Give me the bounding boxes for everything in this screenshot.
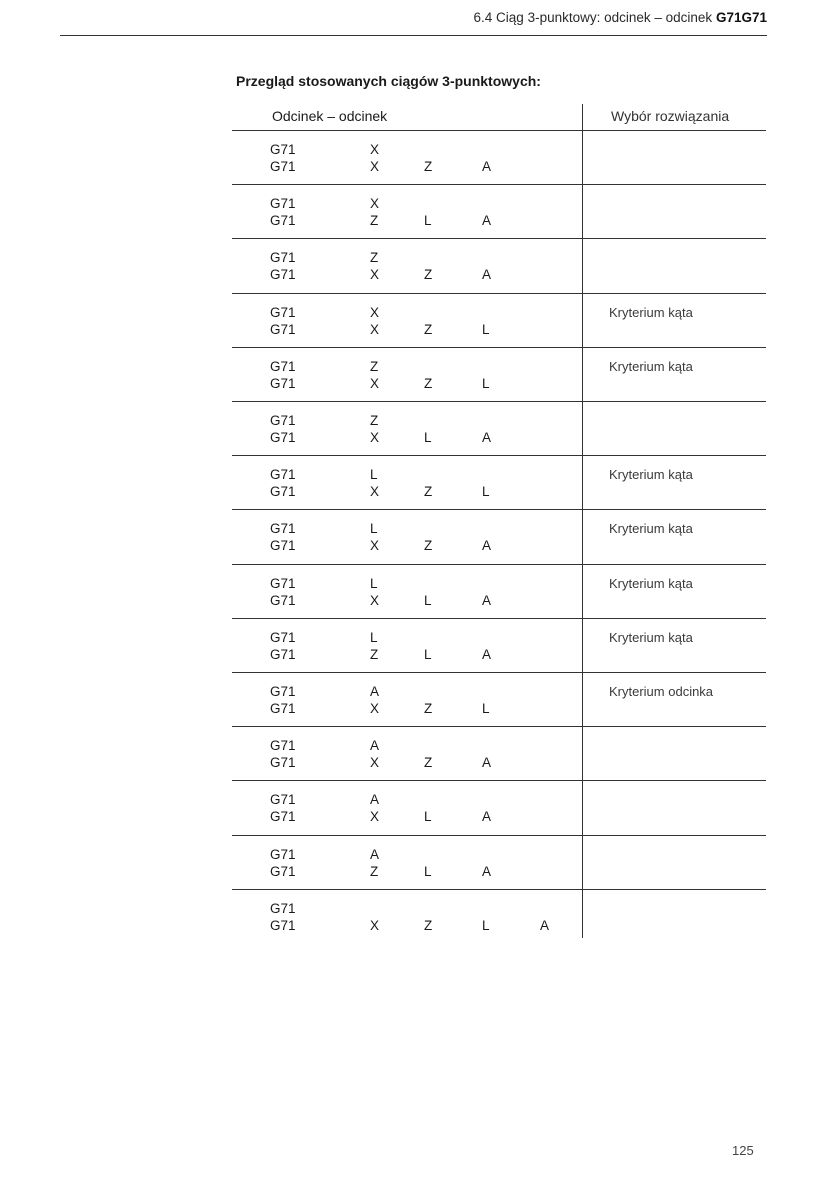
g-code-cell: G71 bbox=[270, 863, 296, 879]
table-rule bbox=[232, 672, 766, 673]
axis-cell: L bbox=[370, 629, 378, 645]
axis-cell: A bbox=[482, 863, 492, 879]
axis-cell: Z bbox=[370, 213, 379, 229]
axis-cell: L bbox=[424, 863, 432, 879]
axis-cell: X bbox=[370, 267, 380, 283]
axis-cell: L bbox=[482, 321, 490, 337]
axis-cell: L bbox=[424, 430, 432, 445]
axis-cell: X bbox=[370, 375, 380, 391]
table-rule bbox=[232, 293, 766, 294]
g-code-cell: G71 bbox=[270, 592, 296, 608]
axis-cell: X bbox=[370, 321, 380, 337]
axis-cell: X bbox=[370, 701, 380, 716]
axis-cell: A bbox=[482, 809, 492, 825]
axis-cell: X bbox=[370, 159, 380, 174]
solution-criterion: Kryterium kąta bbox=[609, 304, 693, 320]
solution-criterion: Kryterium kąta bbox=[609, 575, 693, 591]
column-header-solution: Wybór rozwiązania bbox=[611, 108, 730, 124]
table-rule bbox=[232, 618, 766, 619]
g-code-cell: G71 bbox=[270, 430, 296, 445]
axis-cell: Z bbox=[424, 321, 433, 337]
g-code-cell: G71 bbox=[270, 629, 296, 645]
axis-cell: A bbox=[482, 159, 492, 174]
axis-cell: A bbox=[370, 684, 380, 699]
table-rule bbox=[232, 835, 766, 836]
column-header-segment: Odcinek – odcinek bbox=[272, 108, 388, 124]
axis-cell: A bbox=[482, 538, 492, 554]
axis-cell: Z bbox=[370, 646, 379, 662]
g-code-cell: G71 bbox=[270, 267, 296, 283]
axis-cell: L bbox=[482, 917, 490, 933]
g-code-cell: G71 bbox=[270, 701, 296, 716]
axis-cell: L bbox=[482, 701, 490, 716]
axis-cell: L bbox=[424, 646, 432, 662]
g-code-cell: G71 bbox=[270, 792, 296, 808]
g-code-cell: G71 bbox=[270, 809, 296, 825]
table-rule bbox=[232, 780, 766, 781]
axis-cell: Z bbox=[370, 250, 379, 266]
table-rule bbox=[232, 401, 766, 402]
g-code-cell: G71 bbox=[270, 413, 296, 428]
axis-cell: L bbox=[424, 809, 432, 825]
g-code-cell: G71 bbox=[270, 142, 296, 157]
axis-cell: A bbox=[370, 792, 380, 808]
g-code-cell: G71 bbox=[270, 358, 296, 374]
g-code-cell: G71 bbox=[270, 738, 296, 754]
axis-cell: A bbox=[482, 592, 492, 608]
axis-cell: L bbox=[370, 521, 378, 537]
g-code-cell: G71 bbox=[270, 538, 296, 554]
axis-cell: A bbox=[482, 755, 492, 771]
table-column-divider bbox=[582, 104, 583, 938]
axis-cell: X bbox=[370, 142, 380, 157]
axis-cell: X bbox=[370, 809, 380, 825]
solution-criterion: Kryterium kąta bbox=[609, 629, 693, 645]
axis-cell: X bbox=[370, 755, 380, 771]
axis-cell: X bbox=[370, 430, 380, 445]
axis-cell: Z bbox=[424, 917, 433, 933]
g-code-cell: G71 bbox=[270, 646, 296, 662]
axis-cell: X bbox=[370, 196, 380, 212]
axis-cell: A bbox=[370, 738, 380, 754]
g-code-cell: G71 bbox=[270, 846, 296, 862]
axis-cell: A bbox=[482, 646, 492, 662]
solution-criterion: Kryterium kąta bbox=[609, 358, 693, 374]
table-rule bbox=[232, 509, 766, 510]
g-code-cell: G71 bbox=[270, 755, 296, 771]
solution-criterion: Kryterium kąta bbox=[609, 467, 693, 483]
axis-cell: X bbox=[370, 304, 380, 320]
g-code-cell: G71 bbox=[270, 484, 296, 500]
g-code-cell: G71 bbox=[270, 196, 296, 212]
table-rule bbox=[232, 455, 766, 456]
axis-cell: L bbox=[424, 592, 432, 608]
g-code-cell: G71 bbox=[270, 304, 296, 320]
g-code-cell: G71 bbox=[270, 375, 296, 391]
table-rule bbox=[232, 564, 766, 565]
g-code-cell: G71 bbox=[270, 521, 296, 537]
axis-cell: X bbox=[370, 592, 380, 608]
axis-cell: A bbox=[370, 846, 380, 862]
g-code-cell: G71 bbox=[270, 250, 296, 266]
axis-cell: L bbox=[482, 484, 490, 500]
axis-cell: Z bbox=[424, 538, 433, 554]
axis-cell: A bbox=[482, 267, 492, 283]
g-code-cell: G71 bbox=[270, 213, 296, 229]
page-number: 125 bbox=[732, 1143, 754, 1158]
axis-cell: Z bbox=[424, 267, 433, 283]
g-code-cell: G71 bbox=[270, 917, 296, 933]
axis-cell: L bbox=[370, 467, 378, 483]
header-rule bbox=[60, 35, 767, 36]
running-header bbox=[474, 10, 767, 25]
axis-cell: Z bbox=[424, 701, 433, 716]
table-rule bbox=[232, 726, 766, 727]
axis-cell: A bbox=[540, 917, 550, 933]
axis-cell: L bbox=[424, 213, 432, 229]
axis-cell: L bbox=[482, 375, 490, 391]
axis-cell: X bbox=[370, 538, 380, 554]
solution-criterion: Kryterium kąta bbox=[609, 521, 693, 537]
g-code-cell: G71 bbox=[270, 900, 296, 916]
axis-cell: L bbox=[370, 575, 378, 591]
axis-cell: Z bbox=[370, 413, 379, 428]
table-rule bbox=[232, 184, 766, 185]
axis-cell: Z bbox=[424, 755, 433, 771]
axis-cell: A bbox=[482, 430, 492, 445]
header-section: 6.4 Ciąg 3-punktowy: odcinek – odcinek bbox=[473, 10, 713, 25]
header-code: G71G71 bbox=[715, 10, 767, 25]
axis-cell: Z bbox=[370, 863, 379, 879]
table-rule bbox=[232, 238, 766, 239]
axis-cell: X bbox=[370, 917, 380, 933]
axis-cell: X bbox=[370, 484, 380, 500]
page-title: Przegląd stosowanych ciągów 3-punktowych: bbox=[236, 73, 541, 89]
table-rule bbox=[232, 347, 766, 348]
axis-cell: Z bbox=[424, 375, 433, 391]
g-code-cell: G71 bbox=[270, 575, 296, 591]
table-rule bbox=[232, 889, 766, 890]
axis-cell: Z bbox=[424, 484, 433, 500]
g-code-cell: G71 bbox=[270, 159, 296, 174]
axis-cell: Z bbox=[424, 159, 433, 174]
g-code-cell: G71 bbox=[270, 321, 296, 337]
g-code-cell: G71 bbox=[270, 684, 296, 699]
table-rule bbox=[232, 130, 766, 131]
solution-criterion: Kryterium odcinka bbox=[609, 684, 714, 699]
axis-cell: Z bbox=[370, 358, 379, 374]
axis-cell: A bbox=[482, 213, 492, 229]
g-code-cell: G71 bbox=[270, 467, 296, 483]
